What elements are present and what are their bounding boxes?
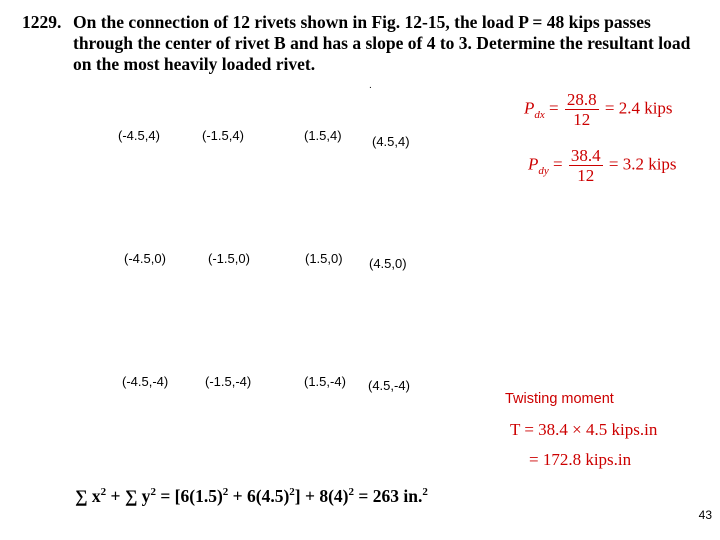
rivet-coord: (1.5,4): [304, 128, 342, 143]
pdy-equation: $P_{dy}$ = $\frac{38.4}{12}$ = 3.2 kips: [528, 146, 677, 185]
pdx-equation: $P_{dx}$ = $\frac{28.8}{12}$ = 2.4 kips: [524, 90, 673, 129]
twisting-moment-line2: = 172.8 kips.in: [529, 450, 632, 469]
rivet-coord: (4.5,0): [369, 256, 407, 271]
rivet-coord: (-1.5,-4): [205, 374, 252, 389]
rivet-coord: (4.5,-4): [368, 378, 410, 393]
twisting-moment-line1: T = 38.4 × 4.5 kips.in: [510, 420, 658, 439]
rivet-coord: (-4.5,4): [118, 128, 160, 143]
sum-of-squares-equation: ∑ $x^2$ + ∑ $y^2 = [6(1.5)^2 + 6(4.5)^2] + 8(4)^2 = 263$ in.$^2$: [75, 486, 428, 506]
rivet-coord: (1.5,0): [305, 251, 343, 266]
problem-statement: [22, 12, 702, 75]
rivet-coord: (-4.5,-4): [122, 374, 169, 389]
rivet-coord: (-4.5,0): [124, 251, 166, 266]
twisting-moment-heading: Twisting moment: [505, 391, 614, 407]
rivet-coord: (-1.5,4): [202, 128, 244, 143]
stray-dot: .: [369, 80, 372, 91]
rivet-coord: (-1.5,0): [208, 251, 250, 266]
pdy-fraction: $\frac{38.4}{12}$: [570, 146, 601, 185]
pdx-fraction: $\frac{28.8}{12}$: [566, 90, 597, 129]
rivet-coord: (4.5,4): [372, 134, 410, 149]
page-number: 43: [698, 508, 712, 522]
problem-number: 1229.: [22, 12, 62, 32]
problem-text: On the connection of 12 rivets shown in Fig. 12-15, the load P = 48 kips passes through the center of rivet B and has a slope of 4 to 3. Determine the resultant load on the most heavily loaded rivet.: [73, 12, 691, 74]
rivet-coord: (1.5,-4): [304, 374, 346, 389]
